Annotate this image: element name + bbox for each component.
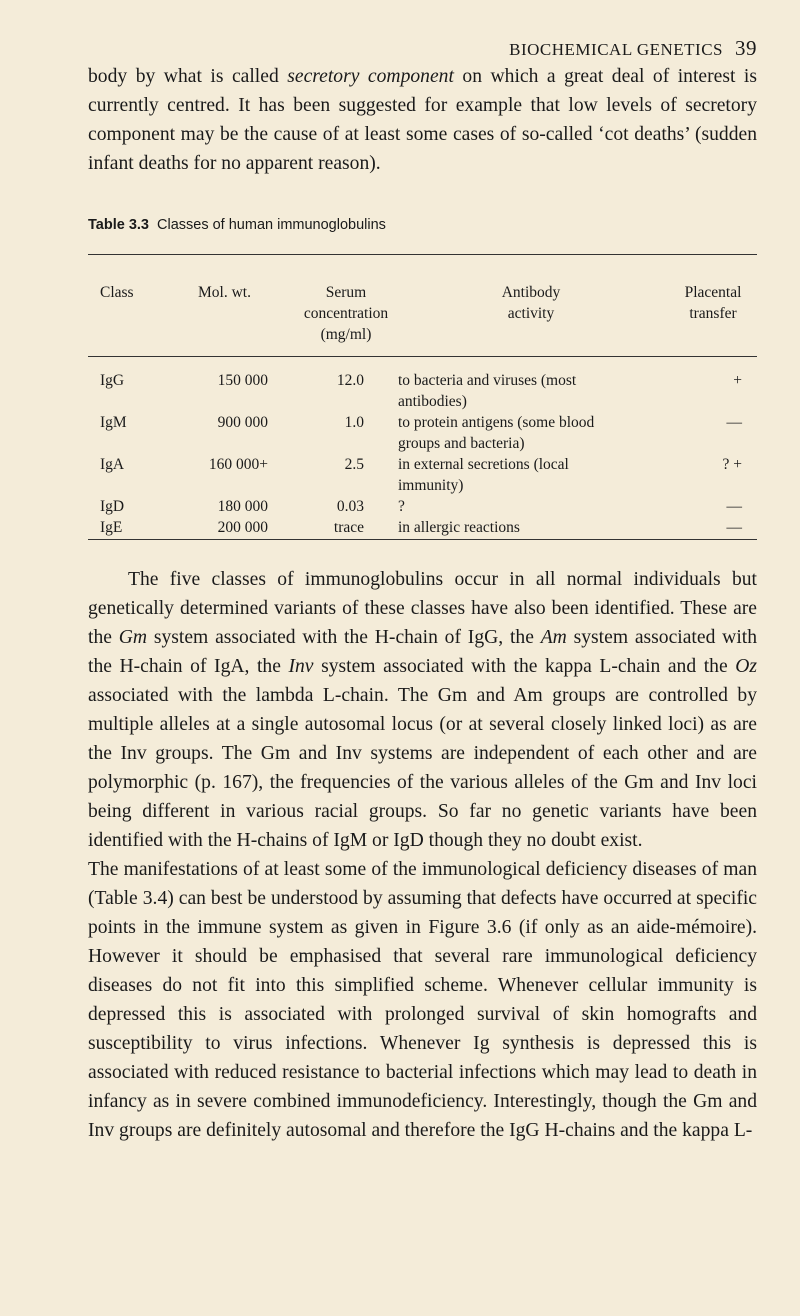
cell-activity-line-1: to protein antigens (some blood <box>398 414 595 431</box>
table-bottom-rule <box>88 539 757 540</box>
cell-activity <box>398 517 520 538</box>
header-serum-line-3: (mg/ml) <box>320 326 372 343</box>
paragraph-deficiency-diseases: The manifestations of at least some of the immunological deficiency diseases of man (Table 3.4) can best be understood by assuming that defects have occurred at specific points in the immune system as given in Figure 3.6 (if only as an aide-mémoire). However it should be emphasised that several rare immunological deficiency diseases do not fit into this simplified scheme. Whenever cellular immunity is depressed this is associated with prolonged survival of skin homografts and susceptibility to virus infections. Whenever Ig synthesis is depressed this is associated with reduced resistance to bacterial infections which may lead to death in infancy as in severe combined immunodeficiency. Interestingly, though the Gm and Inv groups are definitely autosomal and therefore the IgG H-chains and the kappa L- <box>88 859 757 1141</box>
cell-activity-line-2: antibodies) <box>398 393 467 410</box>
cell-activity-line-2: immunity) <box>398 477 464 494</box>
header-antibody-activity <box>448 282 614 324</box>
header-mol-wt: Mol. wt. <box>198 284 251 301</box>
cell-activity-line-1: ? <box>398 498 405 515</box>
p1-text-e: associated with the lambda L-chain. The Gm and Am groups are controlled by multiple alleles at a single autosomal locus (or at several closely linked loci) as are the Inv groups. The Gm and Inv systems are independent of each other and are polymorphic (p. 167), the frequencies of the various alleles of the Gm and Inv loci being different in various racial groups. So far no genetic variants have been identified with the H-chains of IgM or IgD though they no doubt exist. <box>88 685 757 851</box>
table-header-rule <box>88 356 757 357</box>
term-gm: Gm <box>118 627 148 648</box>
cell-activity <box>398 412 594 454</box>
cell-serum: 0.03 <box>336 498 364 515</box>
cell-placental: ? + <box>722 456 742 473</box>
cell-mol-wt: 900 000 <box>217 414 268 431</box>
cell-serum: 12.0 <box>336 372 364 389</box>
cell-mol-wt: 180 000 <box>217 498 268 515</box>
cell-activity-line-1: in allergic reactions <box>398 519 520 536</box>
p1-text-c: system associated with the H-chain of IgA, the <box>88 627 758 677</box>
cell-activity <box>398 370 576 412</box>
paragraph-immunoglobulin-variants <box>88 565 757 855</box>
term-am: Am <box>540 627 567 648</box>
cell-class: IgG <box>100 372 125 389</box>
header-placental-line-1: Placental <box>684 284 742 301</box>
cell-activity-line-1: in external secretions (local <box>398 456 569 473</box>
cell-serum: trace <box>333 519 364 536</box>
page-number: 39 <box>735 36 757 60</box>
header-antibody-line-1: Antibody <box>501 284 561 301</box>
header-placental-line-2: transfer <box>689 305 737 322</box>
cell-placental: — <box>726 414 742 431</box>
header-class: Class <box>100 284 134 301</box>
cell-mol-wt: 200 000 <box>217 519 268 536</box>
body-text <box>88 565 757 1145</box>
p1-text-b: system associated with the H-chain of IgG, the <box>147 627 541 648</box>
cell-mol-wt: 160 000+ <box>208 456 268 473</box>
cell-placental: + <box>733 372 742 389</box>
table-caption-text: Classes of human immunoglobulins <box>157 217 386 233</box>
cell-serum: 2.5 <box>344 456 364 473</box>
intro-text-a: body by what is called <box>88 66 288 87</box>
term-inv: Inv <box>288 656 314 677</box>
header-placental-transfer <box>670 282 756 324</box>
cell-activity <box>398 496 405 517</box>
cell-placental: — <box>726 498 742 515</box>
cell-activity-line-2: groups and bacteria) <box>398 435 525 452</box>
table-top-rule <box>88 254 757 255</box>
cell-class: IgA <box>100 456 125 473</box>
intro-paragraph <box>88 62 757 178</box>
term-oz: Oz <box>735 656 757 677</box>
cell-class: IgD <box>100 498 125 515</box>
header-antibody-line-2: activity <box>507 305 555 322</box>
header-serum-line-1: Serum <box>325 284 367 301</box>
running-head-title: BIOCHEMICAL GENETICS <box>509 40 723 59</box>
cell-class: IgM <box>100 414 127 431</box>
header-serum-line-2: concentration <box>303 305 389 322</box>
running-head <box>509 36 757 61</box>
cell-activity <box>398 454 569 496</box>
p1-text-d: system associated with the kappa L-chain and the <box>313 656 736 677</box>
header-serum <box>278 282 414 345</box>
cell-placental: — <box>726 519 742 536</box>
cell-mol-wt: 150 000 <box>217 372 268 389</box>
cell-activity-line-1: to bacteria and viruses (most <box>398 372 577 389</box>
intro-text-b: on which a great deal of interest is currently centred. It has been suggested for example that low levels of secretory component may be the cause of at least some cases of so-called ‘cot deaths’ (sudden infant deaths for no apparent reason). <box>88 66 757 174</box>
p1-text-a: The five classes of immunoglobulins occur in all normal individuals but genetically determined variants of these classes have also been identified. These are the <box>88 569 757 648</box>
table-caption <box>88 217 386 233</box>
intro-term-secretory-component: secretory component <box>287 66 454 87</box>
cell-serum: 1.0 <box>344 414 364 431</box>
table-caption-label: Table 3.3 <box>88 217 149 233</box>
cell-class: IgE <box>100 519 123 536</box>
